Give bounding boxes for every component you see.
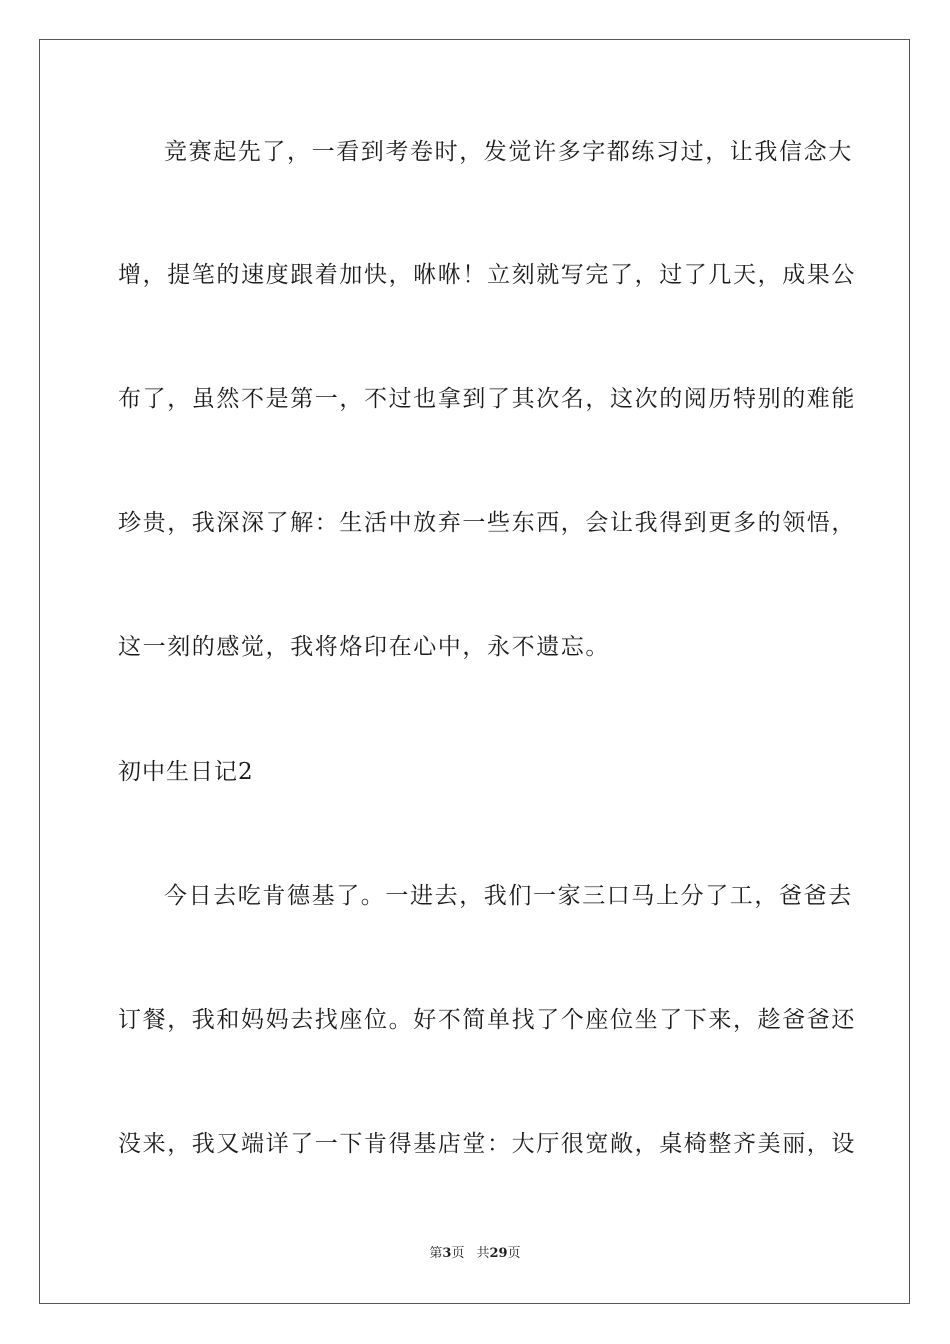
page-border <box>39 39 910 1304</box>
paragraph-line: 订餐，我和妈妈去找座位。好不简单找了个座位坐了下来，趁爸爸还 <box>118 1007 856 1033</box>
total-prefix: 共 <box>476 1246 490 1261</box>
page-indicator <box>429 1246 464 1261</box>
total-suffix: 页 <box>507 1246 521 1261</box>
page-footer <box>0 1245 950 1263</box>
paragraph-line: 增，提笔的速度跟着加快，咻咻！立刻就写完了，过了几天，成果公 <box>118 262 856 288</box>
paragraph-line: 这一刻的感觉，我将烙印在心中，永不遗忘。 <box>118 634 610 660</box>
paragraph-line: 没来，我又端详了一下肯得基店堂：大厅很宽敞，桌椅整齐美丽，设 <box>118 1131 856 1157</box>
total-pages-indicator <box>476 1246 520 1261</box>
total-pages: 29 <box>489 1246 508 1261</box>
page-suffix: 页 <box>451 1246 465 1261</box>
paragraph-line: 竞赛起先了，一看到考卷时，发觉许多字都练习过，让我信念大 <box>164 139 853 165</box>
paragraph-line: 布了，虽然不是第一，不过也拿到了其次名，这次的阅历特别的难能 <box>118 386 856 412</box>
page-prefix: 第 <box>429 1246 443 1261</box>
paragraph-line: 今日去吃肯德基了。一进去，我们一家三口马上分了工，爸爸去 <box>164 883 853 909</box>
paragraph-line: 珍贵，我深深了解：生活中放弃一些东西，会让我得到更多的领悟， <box>118 510 856 536</box>
page-number: 3 <box>442 1246 452 1261</box>
section-title: 初中生日记2 <box>118 759 254 785</box>
